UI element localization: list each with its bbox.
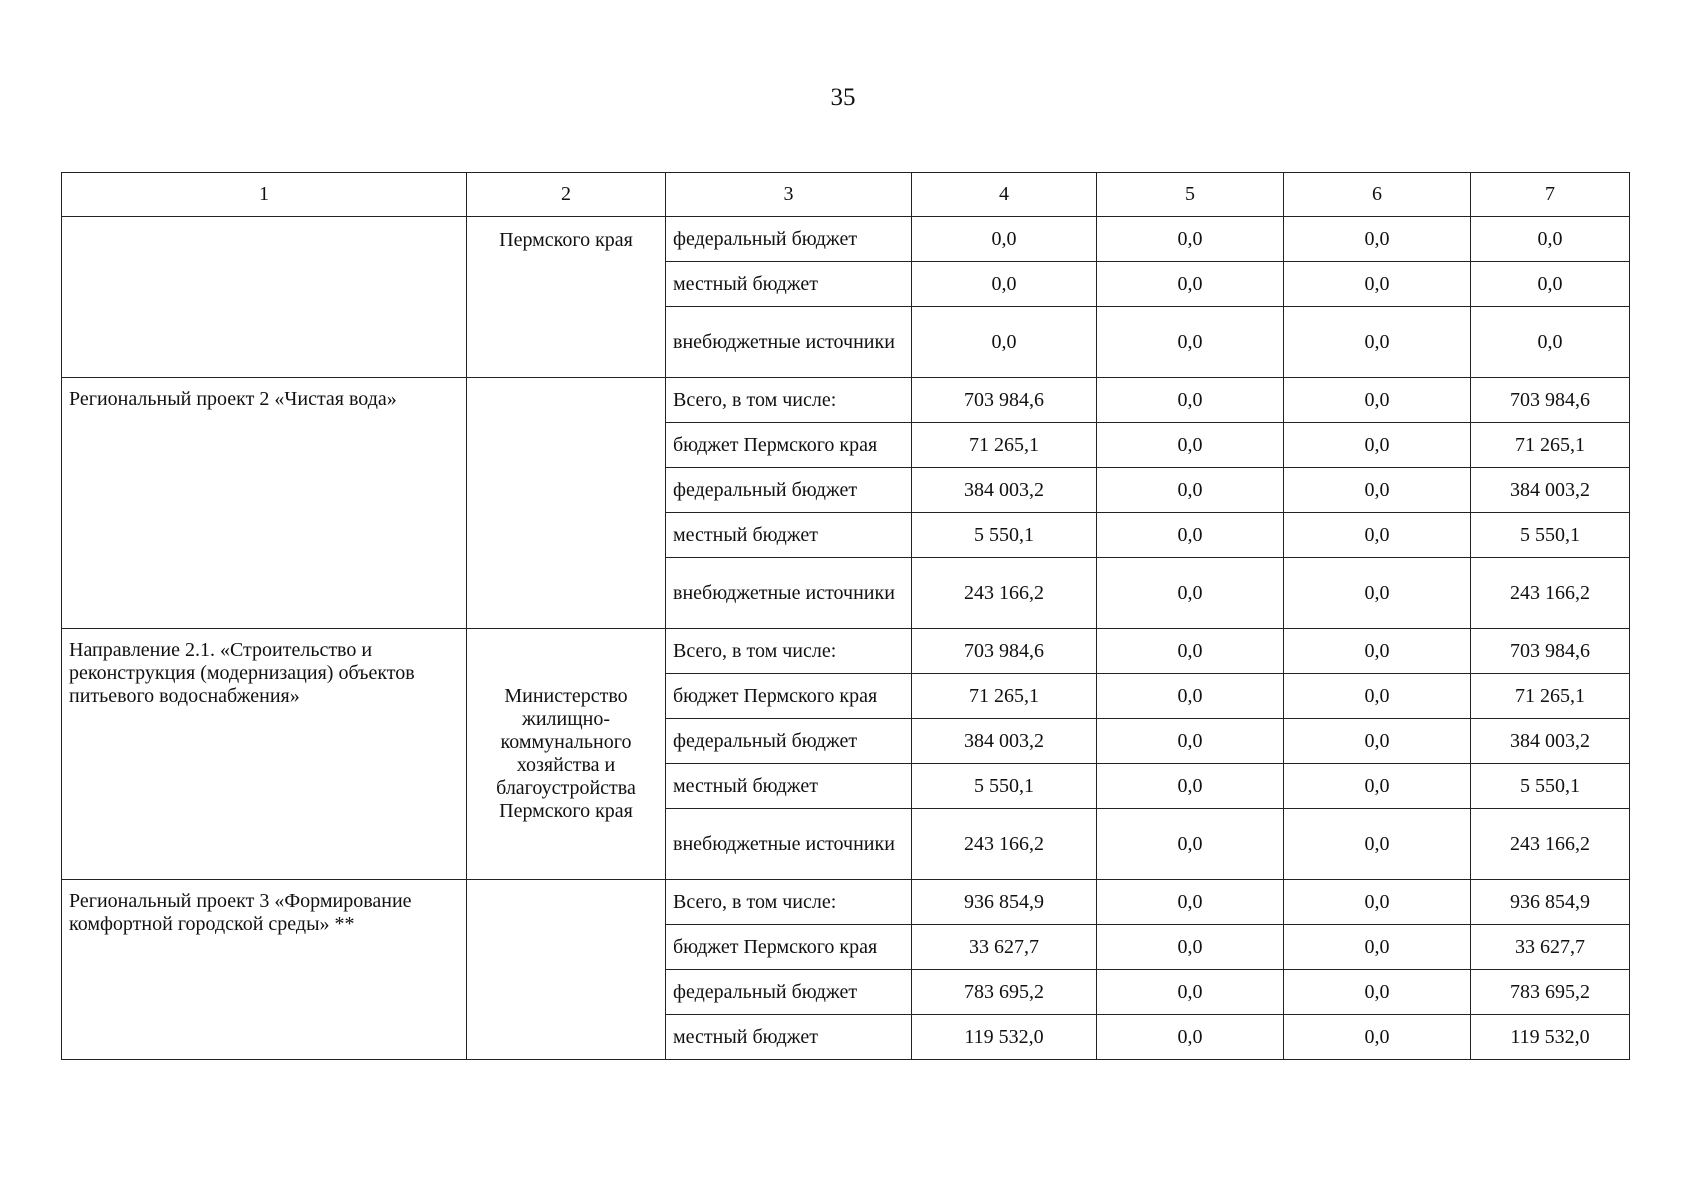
amount-col4-cell: 783 695,2	[912, 970, 1097, 1015]
funding-source-cell: местный бюджет	[666, 262, 912, 307]
amount-col6-cell: 0,0	[1284, 558, 1471, 629]
amount-col7-cell: 384 003,2	[1471, 719, 1630, 764]
amount-col7-cell: 0,0	[1471, 217, 1630, 262]
amount-col7-cell: 71 265,1	[1471, 674, 1630, 719]
amount-col6-cell: 0,0	[1284, 674, 1471, 719]
column-number-3: 3	[666, 173, 912, 217]
table-row	[62, 217, 1630, 262]
amount-col6-cell: 0,0	[1284, 970, 1471, 1015]
funding-source-cell: федеральный бюджет	[666, 217, 912, 262]
column-number-6: 6	[1284, 173, 1471, 217]
amount-col7-cell: 0,0	[1471, 262, 1630, 307]
amount-col4-cell: 0,0	[912, 307, 1097, 378]
amount-col6-cell: 0,0	[1284, 378, 1471, 423]
amount-col7-cell: 243 166,2	[1471, 809, 1630, 880]
amount-col5-cell: 0,0	[1097, 307, 1284, 378]
funding-source-cell: Всего, в том числе:	[666, 629, 912, 674]
table-row	[62, 880, 1630, 925]
amount-col5-cell: 0,0	[1097, 925, 1284, 970]
amount-col7-cell: 0,0	[1471, 307, 1630, 378]
amount-col7-cell: 243 166,2	[1471, 558, 1630, 629]
amount-col5-cell: 0,0	[1097, 764, 1284, 809]
column-number-1: 1	[62, 173, 467, 217]
program-name-cell: Региональный проект 3 «Формирование комфортной городской среды» **	[62, 880, 467, 1060]
column-number-4: 4	[912, 173, 1097, 217]
amount-col6-cell: 0,0	[1284, 880, 1471, 925]
amount-col5-cell: 0,0	[1097, 378, 1284, 423]
program-name-cell	[62, 217, 467, 378]
table-body	[62, 173, 1630, 1060]
amount-col4-cell: 384 003,2	[912, 719, 1097, 764]
column-number-2: 2	[467, 173, 666, 217]
amount-col7-cell: 703 984,6	[1471, 629, 1630, 674]
amount-col6-cell: 0,0	[1284, 513, 1471, 558]
amount-col5-cell: 0,0	[1097, 719, 1284, 764]
funding-source-cell: федеральный бюджет	[666, 719, 912, 764]
program-name-cell: Направление 2.1. «Строительство и реконструкция (модернизация) объектов питьевого водоснабжения»	[62, 629, 467, 880]
amount-col6-cell: 0,0	[1284, 468, 1471, 513]
funding-source-cell: Всего, в том числе:	[666, 378, 912, 423]
funding-source-cell: федеральный бюджет	[666, 970, 912, 1015]
amount-col4-cell: 33 627,7	[912, 925, 1097, 970]
amount-col6-cell: 0,0	[1284, 629, 1471, 674]
amount-col4-cell: 703 984,6	[912, 629, 1097, 674]
amount-col5-cell: 0,0	[1097, 262, 1284, 307]
amount-col4-cell: 936 854,9	[912, 880, 1097, 925]
amount-col4-cell: 384 003,2	[912, 468, 1097, 513]
amount-col5-cell: 0,0	[1097, 217, 1284, 262]
amount-col6-cell: 0,0	[1284, 1015, 1471, 1060]
funding-source-cell: внебюджетные источники	[666, 307, 912, 378]
funding-source-cell: Всего, в том числе:	[666, 880, 912, 925]
funding-source-cell: местный бюджет	[666, 1015, 912, 1060]
funding-source-cell: бюджет Пермского края	[666, 674, 912, 719]
table-row	[62, 629, 1630, 674]
funding-source-cell: внебюджетные источники	[666, 558, 912, 629]
amount-col4-cell: 119 532,0	[912, 1015, 1097, 1060]
amount-col4-cell: 243 166,2	[912, 809, 1097, 880]
amount-col5-cell: 0,0	[1097, 809, 1284, 880]
amount-col6-cell: 0,0	[1284, 925, 1471, 970]
amount-col5-cell: 0,0	[1097, 513, 1284, 558]
amount-col5-cell: 0,0	[1097, 970, 1284, 1015]
amount-col4-cell: 0,0	[912, 217, 1097, 262]
executor-cell: Министерство жилищно-коммунального хозяйства и благоустройства Пермского края	[467, 629, 666, 880]
amount-col5-cell: 0,0	[1097, 629, 1284, 674]
amount-col4-cell: 703 984,6	[912, 378, 1097, 423]
amount-col5-cell: 0,0	[1097, 468, 1284, 513]
header-row	[62, 173, 1630, 217]
budget-table	[61, 172, 1630, 1060]
amount-col5-cell: 0,0	[1097, 1015, 1284, 1060]
amount-col4-cell: 5 550,1	[912, 764, 1097, 809]
amount-col7-cell: 33 627,7	[1471, 925, 1630, 970]
funding-source-cell: бюджет Пермского края	[666, 423, 912, 468]
funding-source-cell: федеральный бюджет	[666, 468, 912, 513]
amount-col6-cell: 0,0	[1284, 809, 1471, 880]
amount-col6-cell: 0,0	[1284, 307, 1471, 378]
funding-source-cell: бюджет Пермского края	[666, 925, 912, 970]
column-number-7: 7	[1471, 173, 1630, 217]
executor-cell	[467, 880, 666, 1060]
amount-col7-cell: 5 550,1	[1471, 513, 1630, 558]
program-name-cell: Региональный проект 2 «Чистая вода»	[62, 378, 467, 629]
amount-col4-cell: 5 550,1	[912, 513, 1097, 558]
executor-cell	[467, 378, 666, 629]
funding-source-cell: местный бюджет	[666, 513, 912, 558]
amount-col4-cell: 0,0	[912, 262, 1097, 307]
amount-col4-cell: 243 166,2	[912, 558, 1097, 629]
funding-source-cell: местный бюджет	[666, 764, 912, 809]
amount-col5-cell: 0,0	[1097, 674, 1284, 719]
amount-col6-cell: 0,0	[1284, 719, 1471, 764]
amount-col7-cell: 703 984,6	[1471, 378, 1630, 423]
executor-cell: Пермского края	[467, 217, 666, 378]
table-row	[62, 378, 1630, 423]
amount-col7-cell: 936 854,9	[1471, 880, 1630, 925]
amount-col4-cell: 71 265,1	[912, 674, 1097, 719]
amount-col7-cell: 384 003,2	[1471, 468, 1630, 513]
amount-col7-cell: 5 550,1	[1471, 764, 1630, 809]
amount-col4-cell: 71 265,1	[912, 423, 1097, 468]
amount-col6-cell: 0,0	[1284, 217, 1471, 262]
amount-col6-cell: 0,0	[1284, 423, 1471, 468]
amount-col7-cell: 71 265,1	[1471, 423, 1630, 468]
amount-col7-cell: 783 695,2	[1471, 970, 1630, 1015]
column-number-5: 5	[1097, 173, 1284, 217]
amount-col5-cell: 0,0	[1097, 558, 1284, 629]
page-number: 35	[830, 84, 856, 111]
funding-source-cell: внебюджетные источники	[666, 809, 912, 880]
amount-col5-cell: 0,0	[1097, 880, 1284, 925]
amount-col6-cell: 0,0	[1284, 262, 1471, 307]
amount-col5-cell: 0,0	[1097, 423, 1284, 468]
amount-col6-cell: 0,0	[1284, 764, 1471, 809]
amount-col7-cell: 119 532,0	[1471, 1015, 1630, 1060]
